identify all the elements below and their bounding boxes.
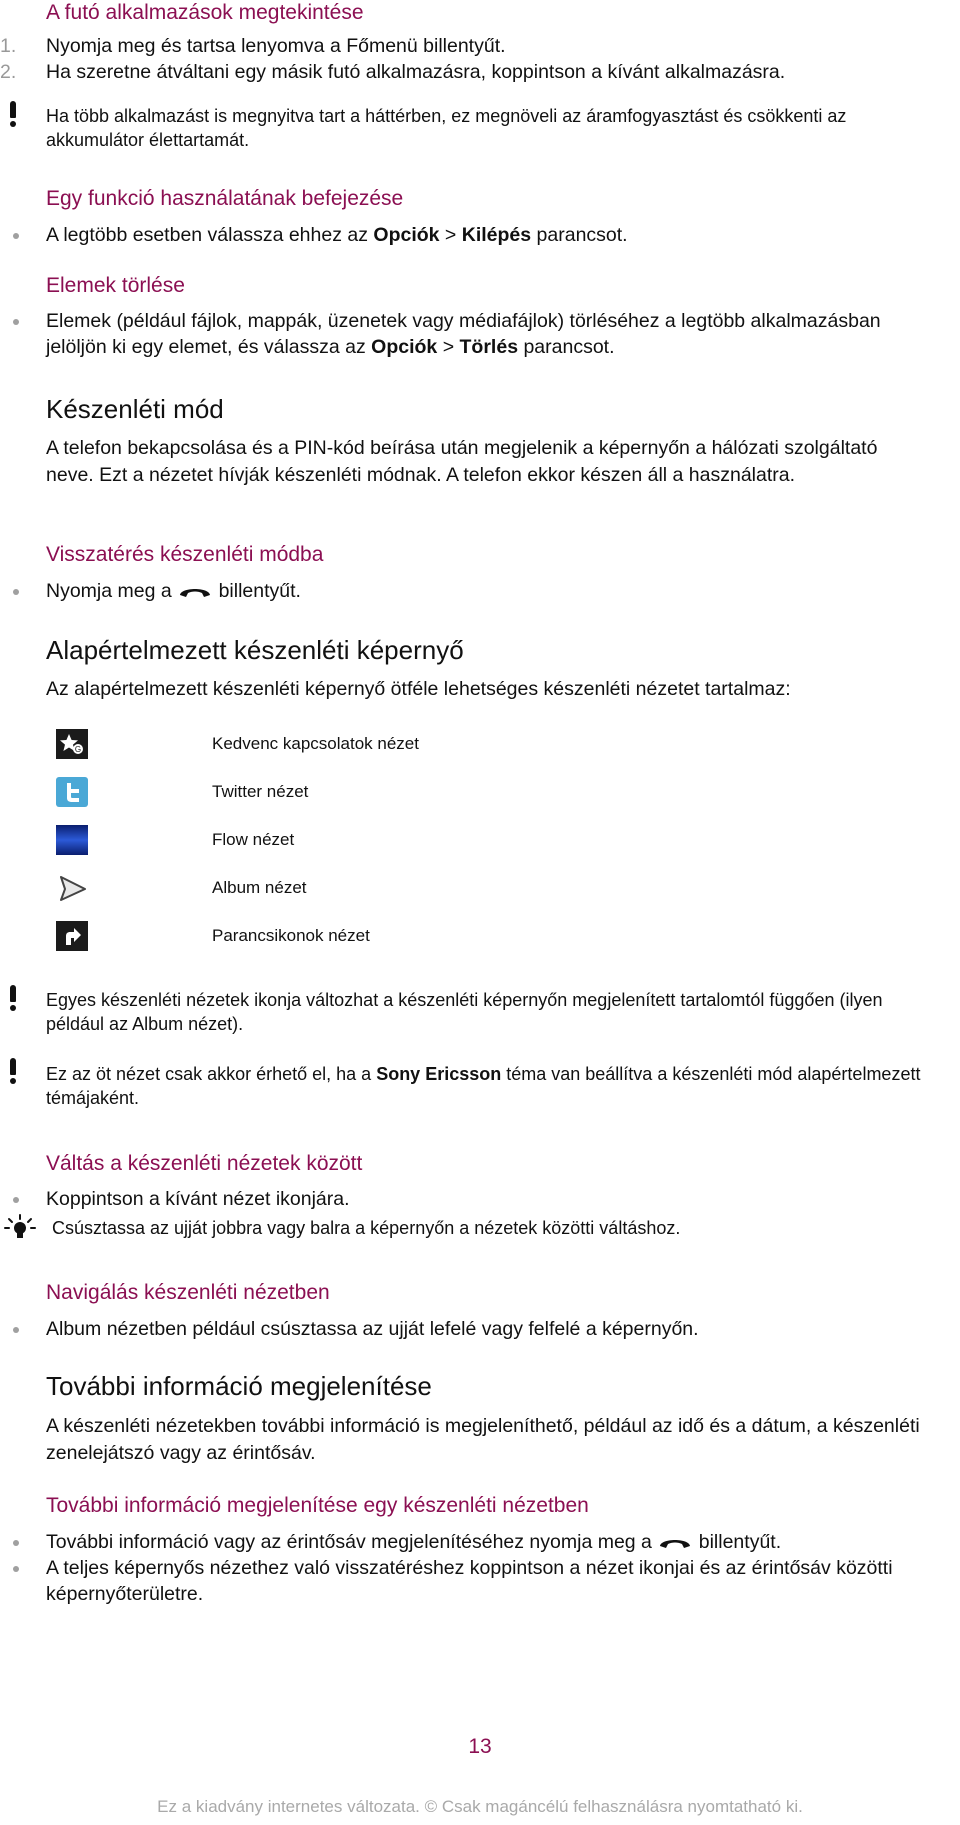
section-title-more-info: További információ megjelenítése [46, 1371, 432, 1401]
bullet-switch-views [46, 1186, 946, 1212]
section-title-standby: Készenléti mód [46, 394, 224, 424]
section-title-default-standby: Alapértelmezett készenléti képernyő [46, 635, 464, 665]
note-icon-varies: Egyes készenléti nézetek ikonja változhat a készenléti képernyőn megjelenített tartalomtól függően (ilyen például az Album nézet). [46, 990, 883, 1034]
view-row-twitter [46, 773, 946, 813]
view-label: Kedvenc kapcsolatok nézet [212, 734, 419, 753]
view-label: Album nézet [212, 878, 307, 897]
bullet-dot [13, 1566, 19, 1572]
tip-lightbulb-icon [4, 1214, 36, 1240]
bullet-more-info-1 [46, 1529, 946, 1555]
text: A teljes képernyős nézethez való visszatéréshez koppintson a nézet ikonjai és az érintősáv közötti képernyőterületre. [46, 1557, 893, 1605]
view-row-flow [46, 821, 946, 861]
step-number: 2. [0, 61, 17, 83]
shortcut-icon [56, 921, 88, 951]
section-title-return-standby: Visszatérés készenléti módba [46, 543, 324, 566]
tip-swipe: Csúsztassa az ujját jobbra vagy balra a képernyőn a nézetek közötti váltáshoz. [52, 1218, 681, 1238]
twitter-icon [56, 777, 88, 807]
bullet-more-info-2 [46, 1555, 946, 1607]
view-row-shortcut [46, 917, 946, 957]
default-standby-body: Az alapértelmezett készenléti képernyő ötféle lehetséges készenléti nézetet tartalmaz: [46, 678, 791, 700]
section-title-delete-items: Elemek törlése [46, 274, 185, 297]
footer-note: Ez a kiadvány internetes változata. © Csak magáncélú felhasználásra nyomtatható ki. [157, 1797, 803, 1816]
text: billentyűt. [218, 580, 301, 602]
end-call-key-icon [177, 582, 213, 600]
text: Ez az öt nézet csak akkor érhető el, ha a [46, 1064, 377, 1084]
text: Elemek (például fájlok, mappák, üzenetek vagy médiafájlok) törléséhez a legtöbb alkalmazásban jelöljön ki egy elemet, és válassza az [46, 310, 881, 358]
bullet-dot [13, 233, 19, 239]
bullet-dot [13, 1540, 19, 1546]
menu-options: Opciók [373, 224, 440, 246]
text: További információ vagy az érintősáv megjelenítéséhez nyomja meg a [46, 1531, 652, 1553]
menu-options: Opciók [371, 336, 438, 358]
separator: > [437, 336, 460, 358]
section-title-more-info-standby: További információ megjelenítése egy készenléti nézetben [46, 1494, 589, 1517]
note-theme [46, 1062, 926, 1110]
end-call-key-icon [657, 1533, 693, 1551]
menu-delete: Törlés [459, 336, 519, 358]
svg-text:G: G [74, 745, 82, 754]
text: parancsot. [518, 336, 615, 358]
view-label: Parancsikonok nézet [212, 926, 370, 945]
section-title-running-apps: A futó alkalmazások megtekintése [46, 1, 364, 24]
view-row-favorites [46, 725, 946, 765]
text: téma van beállítva a készenléti mód alapértelmezett témájaként. [46, 1064, 921, 1108]
view-row-album [46, 869, 946, 909]
more-info-body: A készenléti nézetekben további információ is megjeleníthető, például az idő és a dátum, a készenléti zenelejátszó vagy az érintősáv. [46, 1415, 920, 1464]
step-text: Ha szeretne átváltani egy másik futó alkalmazásra, koppintson a kívánt alkalmazásra. [46, 61, 786, 83]
text: Album nézetben például csúsztassa az ujját lefelé vagy felfelé a képernyőn. [46, 1318, 699, 1340]
theme-name: Sony Ericsson [376, 1064, 502, 1084]
text: Koppintson a kívánt nézet ikonjára. [46, 1188, 350, 1210]
bullet-return-standby [46, 578, 946, 604]
view-label: Flow nézet [212, 830, 295, 849]
flow-icon [56, 825, 88, 855]
bullet-dot [13, 1327, 19, 1333]
bullet-dot [13, 1197, 19, 1203]
album-icon [56, 873, 88, 903]
section-title-end-function: Egy funkció használatának befejezése [46, 187, 404, 210]
note-battery: Ha több alkalmazást is megnyitva tart a háttérben, ez megnöveli az áramfogyasztást és csökkenti az akkumulátor élettartamát. [46, 106, 847, 150]
text: billentyűt. [698, 1531, 782, 1553]
standby-body: A telefon bekapcsolása és a PIN-kód beírása után megjelenik a képernyőn a hálózati szolgáltató neve. Ezt a nézetet hívják készenléti módnak. A telefon ekkor készen áll a használatra. [46, 437, 878, 486]
text: Nyomja meg a [46, 580, 172, 602]
separator: > [439, 224, 462, 246]
page-number: 13 [468, 1735, 492, 1758]
step-text: Nyomja meg és tartsa lenyomva a Főmenü billentyűt. [46, 35, 506, 57]
favorites-icon [56, 729, 88, 759]
bullet-dot [13, 319, 19, 325]
step-number: 1. [0, 35, 17, 57]
view-label: Twitter nézet [212, 782, 309, 801]
bullet-end-function [46, 222, 946, 248]
bullet-dot [13, 589, 19, 595]
text: parancsot. [531, 224, 628, 246]
bullet-delete-items [46, 308, 906, 360]
menu-exit: Kilépés [461, 224, 532, 246]
bullet-navigate [46, 1316, 946, 1342]
text: A legtöbb esetben válassza ehhez az [46, 224, 374, 246]
section-title-navigate: Navigálás készenléti nézetben [46, 1281, 330, 1304]
section-title-switch-views: Váltás a készenléti nézetek között [46, 1152, 363, 1175]
